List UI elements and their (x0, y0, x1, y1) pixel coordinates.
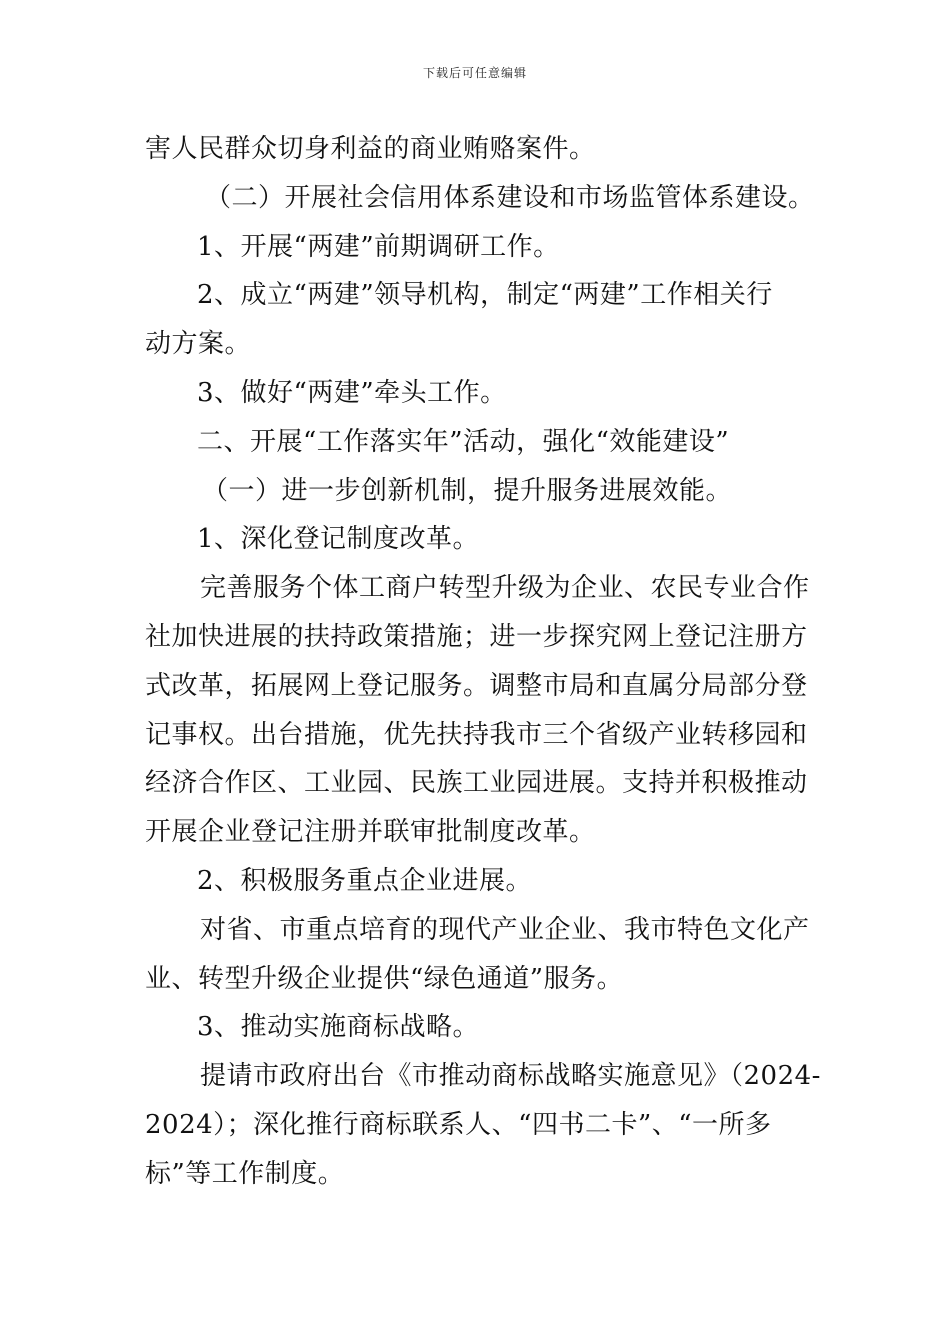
section-heading: （一）进一步创新机制，提升服务进展效能。 (202, 475, 733, 506)
paragraph-line: 记事权。出台措施，优先扶持我市三个省级产业转移园和 (145, 719, 808, 750)
paragraph-line: 式改革，拓展网上登记服务。调整市局和直属分局部分登 (145, 670, 808, 701)
list-item: 3、推动实施商标战略。 (197, 1012, 480, 1043)
list-item: 1、深化登记制度改革。 (197, 524, 480, 555)
document-body (145, 125, 821, 1199)
paragraph-line: 2024）；深化推行商标联系人、“四书二卡”、“一所多 (145, 1109, 772, 1140)
paragraph-line: 业、转型升级企业提供“绿色通道”服务。 (145, 963, 624, 994)
section-heading: （二）开展社会信用体系建设和市场监管体系建设。 (205, 182, 815, 213)
paragraph-line: 标”等工作制度。 (145, 1158, 345, 1189)
paragraph-line: 开展企业登记注册并联审批制度改革。 (145, 817, 596, 848)
paragraph-line: 动方案。 (145, 329, 252, 360)
list-item: 2、积极服务重点企业进展。 (197, 865, 533, 896)
list-item: 3、做好“两建”牵头工作。 (197, 377, 507, 408)
section-heading: 二、开展“工作落实年”活动，强化“效能建设” (197, 426, 730, 457)
paragraph-line: 完善服务个体工商户转型升级为企业、农民专业合作 (200, 573, 810, 604)
paragraph-line: 经济合作区、工业园、民族工业园进展。支持并积极推动 (145, 768, 808, 799)
paragraph-line: 对省、市重点培育的现代产业企业、我市特色文化产 (200, 914, 810, 945)
paragraph-line: 社加快进展的扶持政策措施；进一步探究网上登记注册方 (145, 621, 808, 652)
page-header: 下载后可任意编辑 (422, 66, 527, 80)
list-item: 2、成立“两建”领导机构，制定“两建”工作相关行 (197, 280, 773, 311)
list-item: 1、开展“两建”前期调研工作。 (197, 231, 560, 262)
paragraph-line: 害人民群众切身利益的商业贿赂案件。 (145, 134, 596, 164)
paragraph-line: 提请市政府出台《市推动商标战略实施意见》（2024- (200, 1061, 821, 1092)
